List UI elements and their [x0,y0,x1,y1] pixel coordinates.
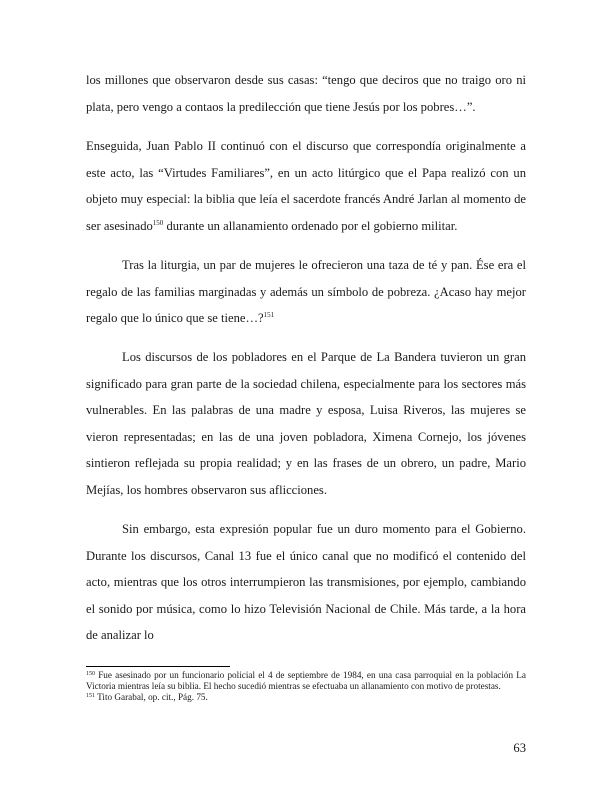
footnote-150-number: 150 [86,671,95,677]
footnote-divider [86,666,230,667]
body-paragraph-4: Los discursos de los pobladores en el Parque de La Bandera tuvieron un gran significado para gran parte de la sociedad chilena, especialmente para los sectores más vulnerables. En las palabras de una madre y esposa, Luisa Riveros, las mujeres se vieron representadas; en las de una joven pobladora, Ximena Cornejo, los jóvenes sintieron reflejada su propia realidad; y en las frases de un obrero, un padre, Mario Mejías, los hombres observaron sus aflicciones. [86,350,526,497]
footnote-151-text: Tito Garabal, op. cit., Pág. 75. [95,692,208,703]
page-number: 63 [513,741,526,755]
body-paragraph-1: los millones que observaron desde sus casas: “tengo que deciros que no traigo oro ni plata, pero vengo a contaos la predilección que tiene Jesús por los pobres…”. [86,73,526,114]
footnote-ref-151[interactable]: 151 [263,311,275,319]
paragraph-3-text: Tras la liturgia, un par de mujeres le ofrecieron una taza de té y pan. Ése era el regalo de las familias marginadas y además un símbolo de pobreza. ¿Acaso hay mejor regalo que lo único que se tiene…? [86,258,526,325]
paragraph-2-text-end: durante un allanamiento ordenado por el gobierno militar. [163,218,458,233]
footnote-150 [86,670,526,692]
footnote-150-text: Fue asesinado por un funcionario policial el 4 de septiembre de 1984, en una casa parroquial en la población La Victoria mientras leía su biblia. El hecho sucedió mientras se efectuaba un allanamiento con motivo de protestas. [86,670,526,692]
footnote-151 [86,692,526,703]
body-paragraph-2 [86,133,526,239]
body-paragraph-3 [86,252,526,332]
footnotes [86,670,526,704]
footnote-ref-150[interactable]: 150 [152,218,164,227]
body-paragraph-5: Sin embargo, esta expresión popular fue un duro momento para el Gobierno. Durante los discursos, Canal 13 fue el único canal que no modificó el contenido del acto, mientras que los otros interrumpieron las transmisiones, por ejemplo, cambiando el sonido por música, como lo hizo Televisión Nacional de Chile. Más tarde, a la hora de analizar lo [86,522,526,642]
footnote-151-number: 151 [86,693,95,700]
paragraph-2-text: Enseguida, Juan Pablo II continuó con el discurso que correspondía originalmente a este acto, las “Virtudes Familiares”, en un acto litúrgico que el Papa realizó con un objeto muy especial: la biblia que leía el sacerdote francés André Jarlan al momento de ser asesinado [86,139,526,233]
